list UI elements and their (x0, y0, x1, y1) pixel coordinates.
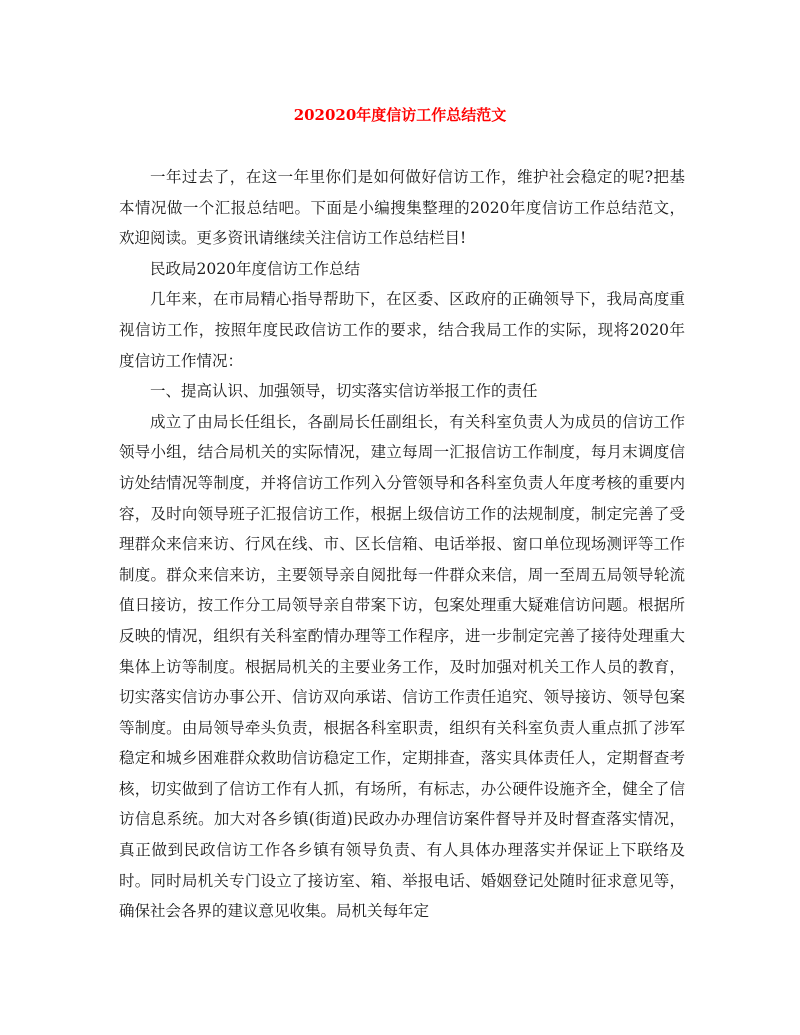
body-paragraph: 几年来，在市局精心指导帮助下，在区委、区政府的正确领导下，我局高度重视信访工作，按照年度民政信访工作的要求，结合我局工作的实际，现将2020年度信访工作情况： (119, 290, 685, 370)
subsection-heading: 一、提高认识、加强领导，切实落实信访举报工作的责任 (150, 382, 538, 401)
intro-paragraph: 一年过去了，在这一年里你们是如何做好信访工作，维护社会稳定的呢?把基本情况做一个汇报总结吧。下面是小编搜集整理的2020年度信访工作总结范文，欢迎阅读。更多资讯请继续关注信访工作总结栏目! (119, 168, 685, 248)
document-body (119, 162, 685, 927)
body-paragraph: 成立了由局长任组长，各副局长任副组长，有关科室负责人为成员的信访工作领导小组，结合局机关的实际情况，建立每周一汇报信访工作制度，每月末调度信访处结情况等制度，并将信访工作列入分管领导和各科室负责人年度考核的重要内容，及时向领导班子汇报信访工作，根据上级信访工作的法规制度，制定完善了受理群众来信来访、行风在线、市、区长信箱、电话举报、窗口单位现场测评等工作制度。群众来信来访，主要领导亲自阅批每一件群众来信，周一至周五局领导轮流值日接访，按工作分工局领导亲自带案下访，包案处理重大疑难信访问题。根据所反映的情况，组织有关科室酌情办理等工作程序，进一步制定完善了接待处理重大集体上访等制度。根据局机关的主要业务工作，及时加强对机关工作人员的教育，切实落实信访办事公开、信访双向承诺、信访工作责任追究、领导接访、领导包案等制度。由局领导牵头负责，根据各科室职责，组织有关科室负责人重点抓了涉军稳定和城乡困难群众救助信访稳定工作，定期排查，落实具体责任人，定期督查考核，切实做到了信访工作有人抓，有场所，有标志，办公硬件设施齐全，健全了信访信息系统。加大对各乡镇(街道)民政办办理信访案件督导并及时督查落实情况，真正做到民政信访工作各乡镇有领导负责、有人具体办理落实并保证上下联络及时。同时局机关专门设立了接访室、箱、举报电话、婚姻登记处随时征求意见等，确保社会各界的建议意见收集。局机关每年定 (119, 412, 685, 921)
document-title: 202020年度信访工作总结范文 (293, 106, 507, 124)
section-heading: 民政局2020年度信访工作总结 (150, 259, 360, 278)
